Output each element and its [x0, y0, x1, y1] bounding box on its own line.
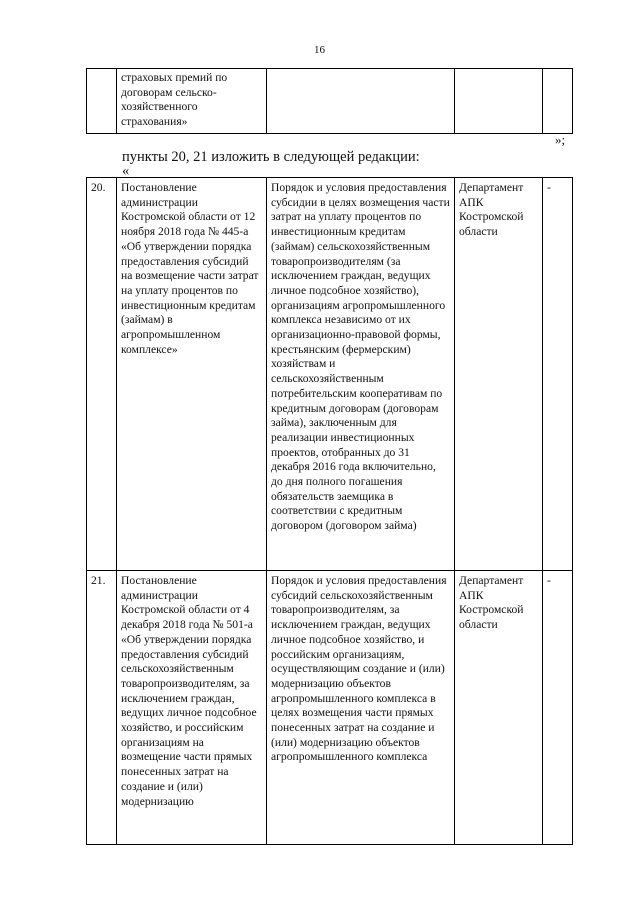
mark-cell: - [543, 178, 573, 571]
page-number: 16 [314, 44, 325, 56]
executor-cell: Департамент АПК Костромской области [455, 178, 543, 571]
document-cell: Постановление администрации Костромской области от 4 декабря 2018 года № 501-а «Об утверждении порядка предоставления субсидий сельскохозяйственным товаропроизводителям, за исключением граждан, ведущих личное подсобное хозяйство, и российским организациям на возмещение части прямых понесенных затрат на создание и (или) модернизацию [117, 571, 267, 845]
closing-quote: »; [555, 132, 566, 147]
row-number-cell: 20. [87, 178, 117, 571]
document-cell: страховых премий по договорам сельско- хозяйственного страхования» [117, 69, 267, 134]
table-row [87, 571, 573, 845]
subject-cell: Порядок и условия предоставления субсидий сельскохозяйственным товаропроизводителям, за исключением граждан, ведущих личное подсобное хозяйство, и российским организациям, осуществляющим создание и (или) модернизацию объектов агропромышленного комплекса в целях возмещения части прямых понесенных затрат на создание и (или) модернизацию объектов агропромышленного комплекса [267, 571, 455, 845]
document-cell: Постановление администрации Костромской области от 12 ноября 2018 года № 445-а «Об утверждении порядка предоставления субсидий на возмещение части затрат на уплату процентов по инвестиционным кредитам (займам) в агропромышленном комплексе» [117, 178, 267, 571]
opening-quote: « [122, 163, 130, 179]
executor-cell: Департамент АПК Костромской области [455, 571, 543, 845]
mark-cell [543, 69, 573, 134]
instruction-text: пункты 20, 21 изложить в следующей редакции: [122, 149, 420, 165]
row-number-cell [87, 69, 117, 134]
row-number-cell: 21. [87, 571, 117, 845]
subject-cell: Порядок и условия предоставления субсидии в целях возмещения части затрат на уплату процентов по инвестиционным кредитам (займам) сельскохозяйственным товаропроизводителям (за исключением граждан, ведущих личное подсобное хозяйство), организациям агропромышленного комплекса независимо от их организационно-правовой формы, крестьянским (фермерским) хозяйствам и сельскохозяйственным потребительским кооперативам по кредитным договорам (договорам займа), заключенным для реализации инвестиционных проектов, отобранных до 31 декабря 2016 года включительно, до дня полного погашения обязательств заемщика в соответствии с кредитным договором (договором займа) [267, 178, 455, 571]
table-main [86, 177, 573, 845]
subject-cell [267, 69, 455, 134]
table-row [87, 69, 573, 134]
table-continuation [86, 68, 573, 134]
executor-cell [455, 69, 543, 134]
mark-cell: - [543, 571, 573, 845]
table-row [87, 178, 573, 571]
